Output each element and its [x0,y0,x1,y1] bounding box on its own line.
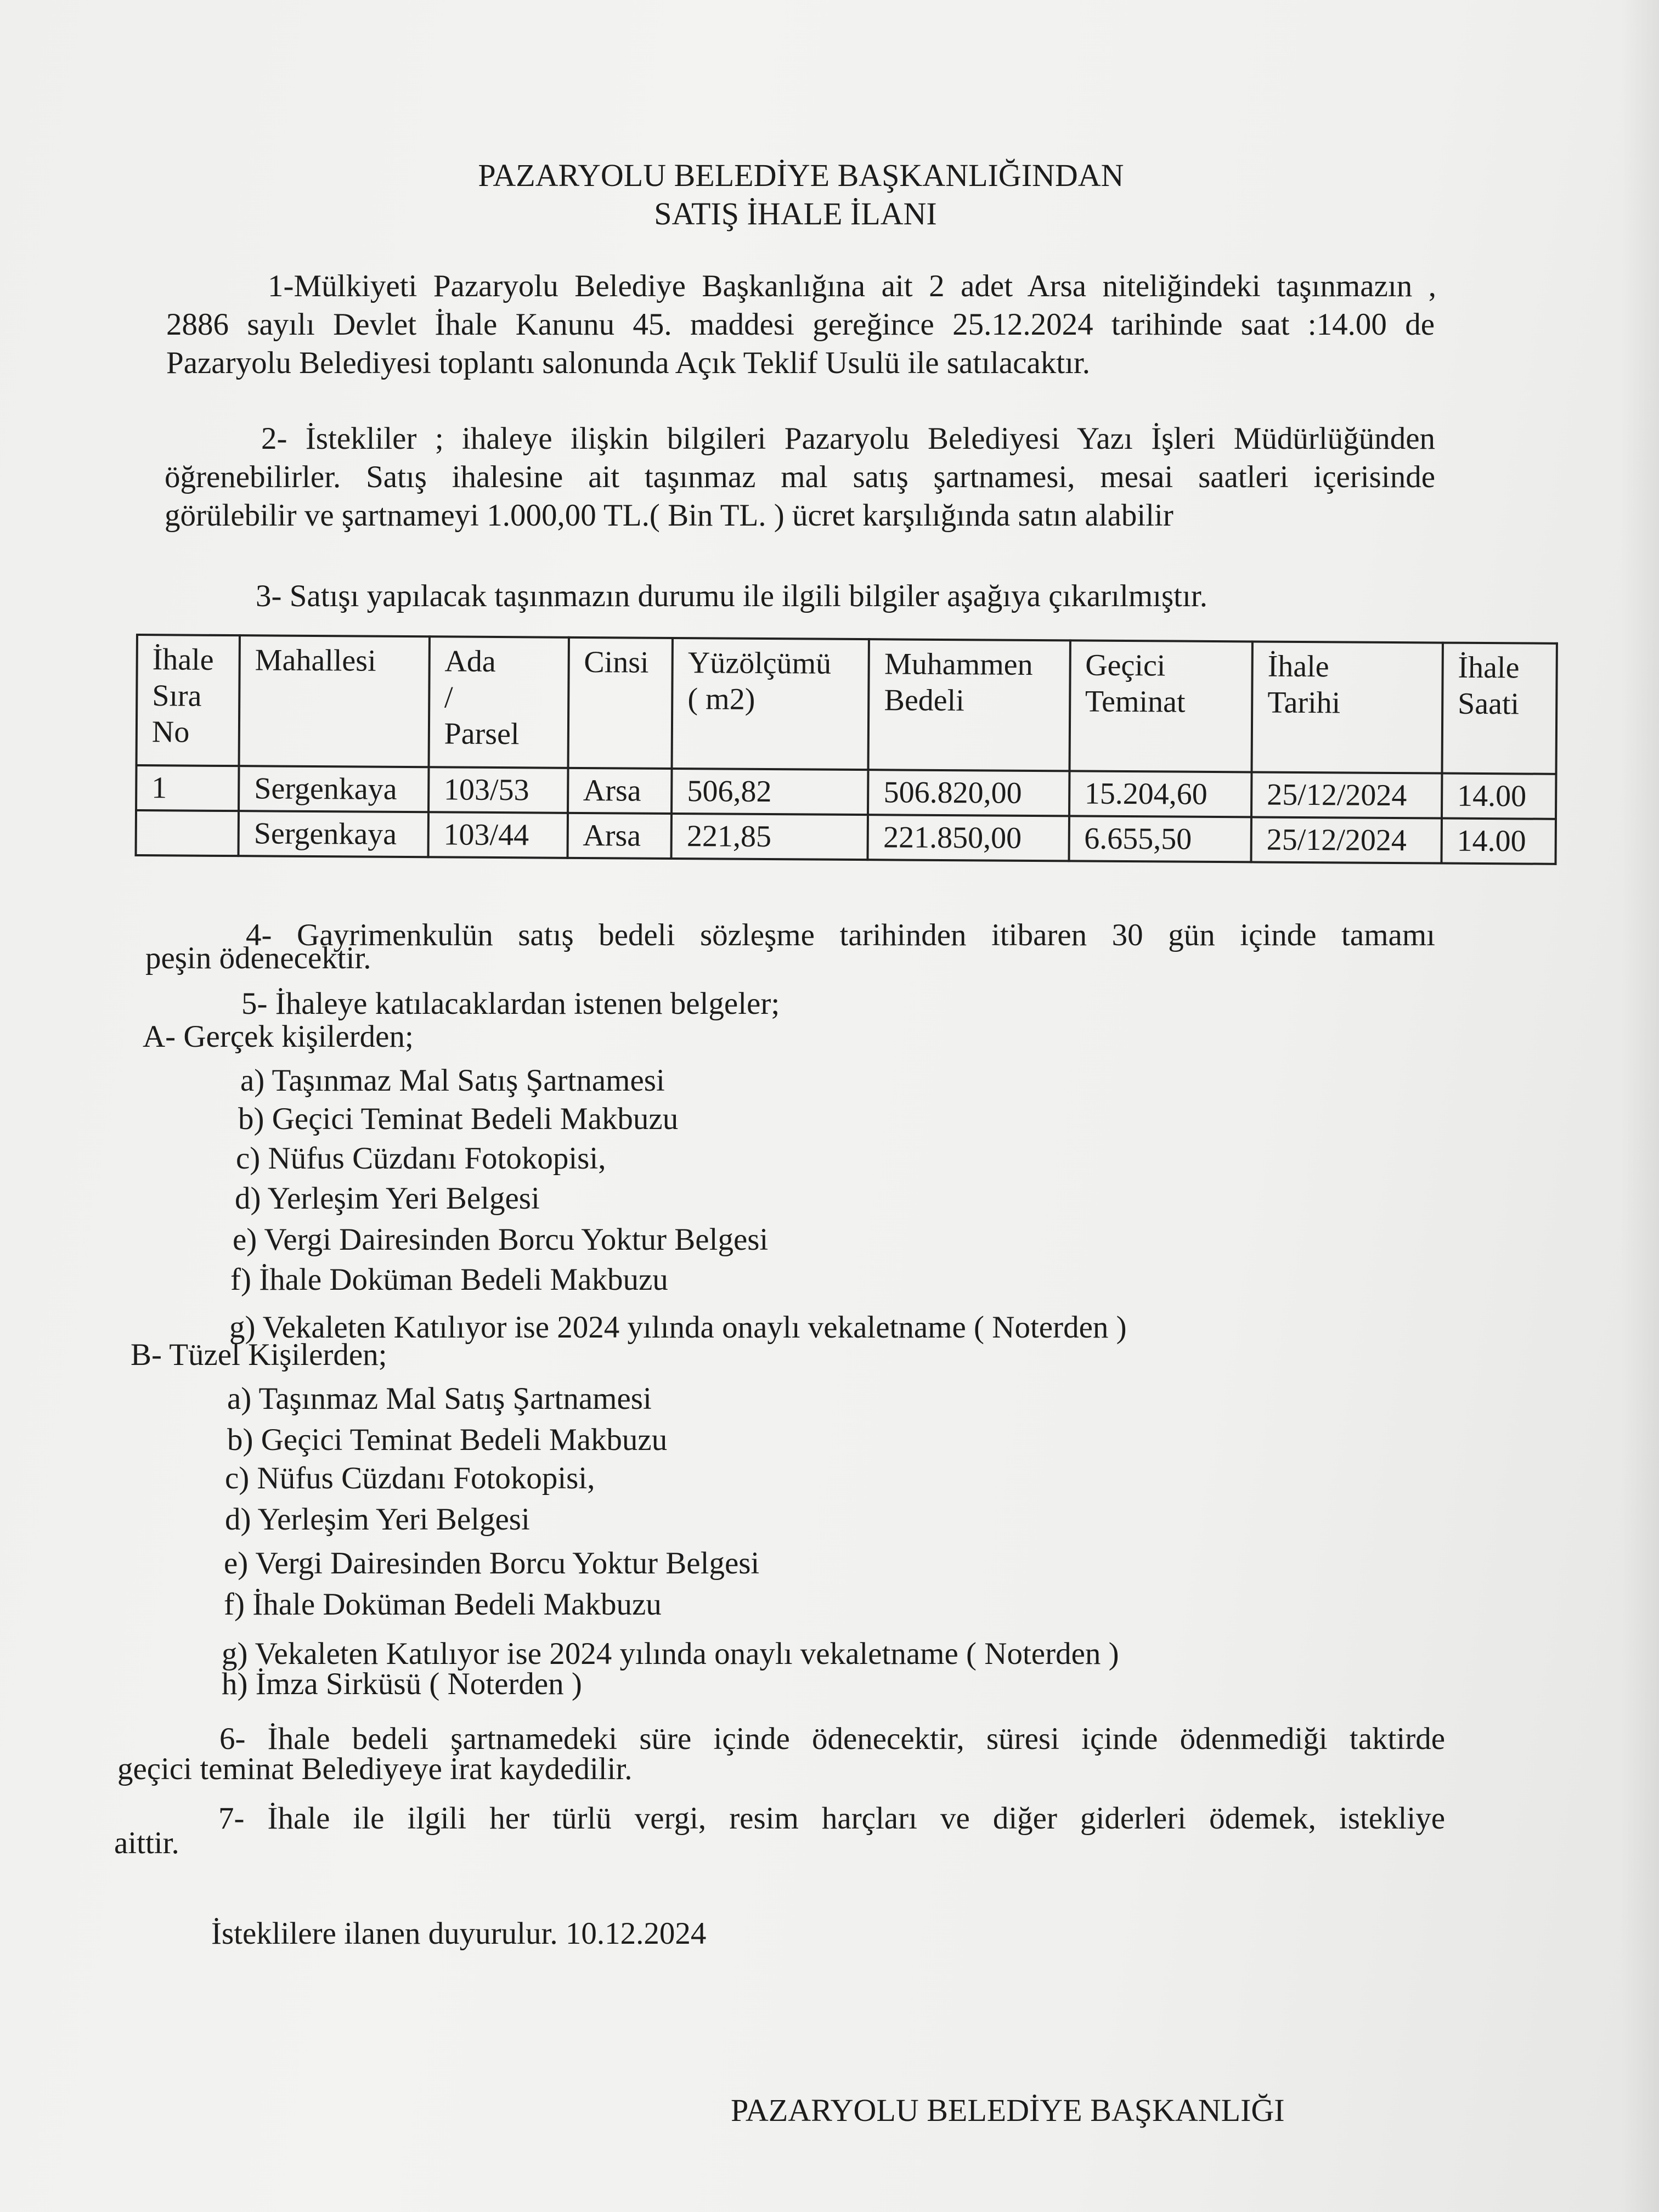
section-b-item-a: a) Taşınmaz Mal Satış Şartnamesi [227,1381,652,1416]
section-a-item-g: g) Vekaleten Katılıyor ise 2024 yılında onaylı vekaletname ( Noterden ) [229,1310,1127,1345]
header-cinsi: Cinsi [568,637,673,769]
cell-ada-parsel: 103/44 [428,812,567,858]
section-b-item-c: c) Nüfus Cüzdanı Fotokopisi, [225,1461,595,1496]
header-muhammen-bedeli: Muhammen Bedeli [868,639,1070,771]
section-a-item-c: c) Nüfus Cüzdanı Fotokopisi, [236,1141,606,1176]
signature-block: PAZARYOLU BELEDİYE BAŞKANLIĞI [731,2092,1285,2128]
cell-saat: 14.00 [1441,819,1556,864]
paragraph-2-line-3: görülebilir ve şartnameyi 1.000,00 TL.( Bin TL. ) ücret karşılığında satın alabilir [165,498,1173,533]
paragraph-1-line-2: 2886 sayılı Devlet İhale Kanunu 45. maddesi gereğince 25.12.2024 tarihinde saat :14.00 de [166,307,1435,342]
paragraph-5: 5- İhaleye katılacaklardan istenen belgeler; [241,986,780,1021]
cell-gecici: 6.655,50 [1069,816,1251,862]
paragraph-1-line-1: 1-Mülkiyeti Pazaryolu Belediye Başkanlığına ait 2 adet Arsa niteliğindeki taşınmazın , [268,269,1436,303]
section-a-heading: A- Gerçek kişilerden; [143,1019,414,1054]
section-b-heading: B- Tüzel Kişilerden; [131,1338,387,1372]
section-a-item-f: f) İhale Doküman Bedeli Makbuzu [230,1262,668,1297]
cell-tarih: 25/12/2024 [1251,772,1442,818]
cell-mahalle: Sergenkaya [239,766,428,812]
paragraph-1-line-3: Pazaryolu Belediyesi toplantı salonunda Açık Teklif Usulü ile satılacaktır. [166,346,1091,380]
header-ada-parsel: Ada / Parsel [428,636,568,768]
paragraph-6-line-1: 6- İhale bedeli şartnamedeki süre içinde ödenecektir, süresi içinde ödenmediği taktirde [219,1722,1445,1756]
paragraph-2-line-1: 2- İstekliler ; ihaleye ilişkin bilgileri Pazaryolu Belediyesi Yazı İşleri Müdürlüğünden [261,421,1435,456]
paragraph-2-line-2: öğrenebilirler. Satış ihalesine ait taşınmaz mal satış şartnamesi, mesai saatleri içerisinde [165,460,1435,494]
cell-cinsi: Arsa [567,813,672,859]
paragraph-4-line-2: peşin ödenecektir. [145,941,371,975]
header-yuzolcumu: Yüzölçümü ( m2) [672,638,870,770]
paragraph-7-line-2: aittir. [114,1826,179,1860]
announcement-line: İsteklilere ilanen duyurulur. 10.12.2024 [211,1916,707,1951]
header-ihale-tarihi: İhale Tarihi [1252,641,1443,773]
paragraph-4-line-1: 4- Gayrimenkulün satış bedeli sözleşme tarihinden itibaren 30 gün içinde tamamı [246,918,1435,952]
cell-ada-parsel: 103/53 [428,767,568,813]
cell-gecici: 15.204,60 [1069,771,1252,817]
cell-muhammen: 221.850,00 [868,815,1069,861]
cell-yuzolcumu: 221,85 [672,814,868,860]
cell-sira: 1 [136,765,239,811]
header-ihale-saati: İhale Saati [1442,643,1557,774]
cell-sira [136,810,239,856]
paragraph-7-line-1: 7- İhale ile ilgili her türlü vergi, resim harçları ve diğer giderleri ödemek, istekliye [218,1801,1445,1836]
header-sira-no: İhale Sıra No [137,635,240,766]
institution-title: PAZARYOLU BELEDİYE BAŞKANLIĞINDAN [478,157,1124,193]
table-row [136,765,1556,819]
cell-yuzolcumu: 506,82 [672,769,868,815]
section-a-item-a: a) Taşınmaz Mal Satış Şartnamesi [240,1063,665,1098]
cell-saat: 14.00 [1442,774,1556,819]
section-b-item-h: h) İmza Sirküsü ( Noterden ) [222,1667,582,1701]
section-b-item-d: d) Yerleşim Yeri Belgesi [225,1502,530,1537]
header-gecici-teminat: Geçici Teminat [1069,640,1252,772]
cell-tarih: 25/12/2024 [1251,817,1442,863]
cell-mahalle: Sergenkaya [239,811,428,857]
table-row [136,810,1556,864]
table-header-row [137,635,1557,774]
section-a-item-e: e) Vergi Dairesinden Borcu Yoktur Belgesi [233,1222,769,1257]
header-mahallesi: Mahallesi [239,635,430,767]
section-b-item-b: b) Geçici Teminat Bedeli Makbuzu [227,1423,668,1457]
cell-muhammen: 506.820,00 [868,770,1069,816]
section-a-item-b: b) Geçici Teminat Bedeli Makbuzu [238,1102,679,1136]
section-b-item-f: f) İhale Doküman Bedeli Makbuzu [224,1587,662,1622]
cell-cinsi: Arsa [568,768,672,814]
page-shadow [1621,0,1659,2212]
section-a-item-d: d) Yerleşim Yeri Belgesi [235,1181,540,1216]
property-table [135,634,1558,865]
section-b-item-e: e) Vergi Dairesinden Borcu Yoktur Belgesi [224,1546,760,1581]
section-b-item-g: g) Vekaleten Katılıyor ise 2024 yılında onaylı vekaletname ( Noterden ) [222,1637,1119,1671]
announcement-subject: SATIŞ İHALE İLANI [654,196,937,232]
paragraph-3: 3- Satışı yapılacak taşınmazın durumu ile ilgili bilgiler aşağıya çıkarılmıştır. [256,579,1207,613]
paragraph-6-line-2: geçici teminat Belediyeye irat kaydedilir. [117,1752,633,1786]
